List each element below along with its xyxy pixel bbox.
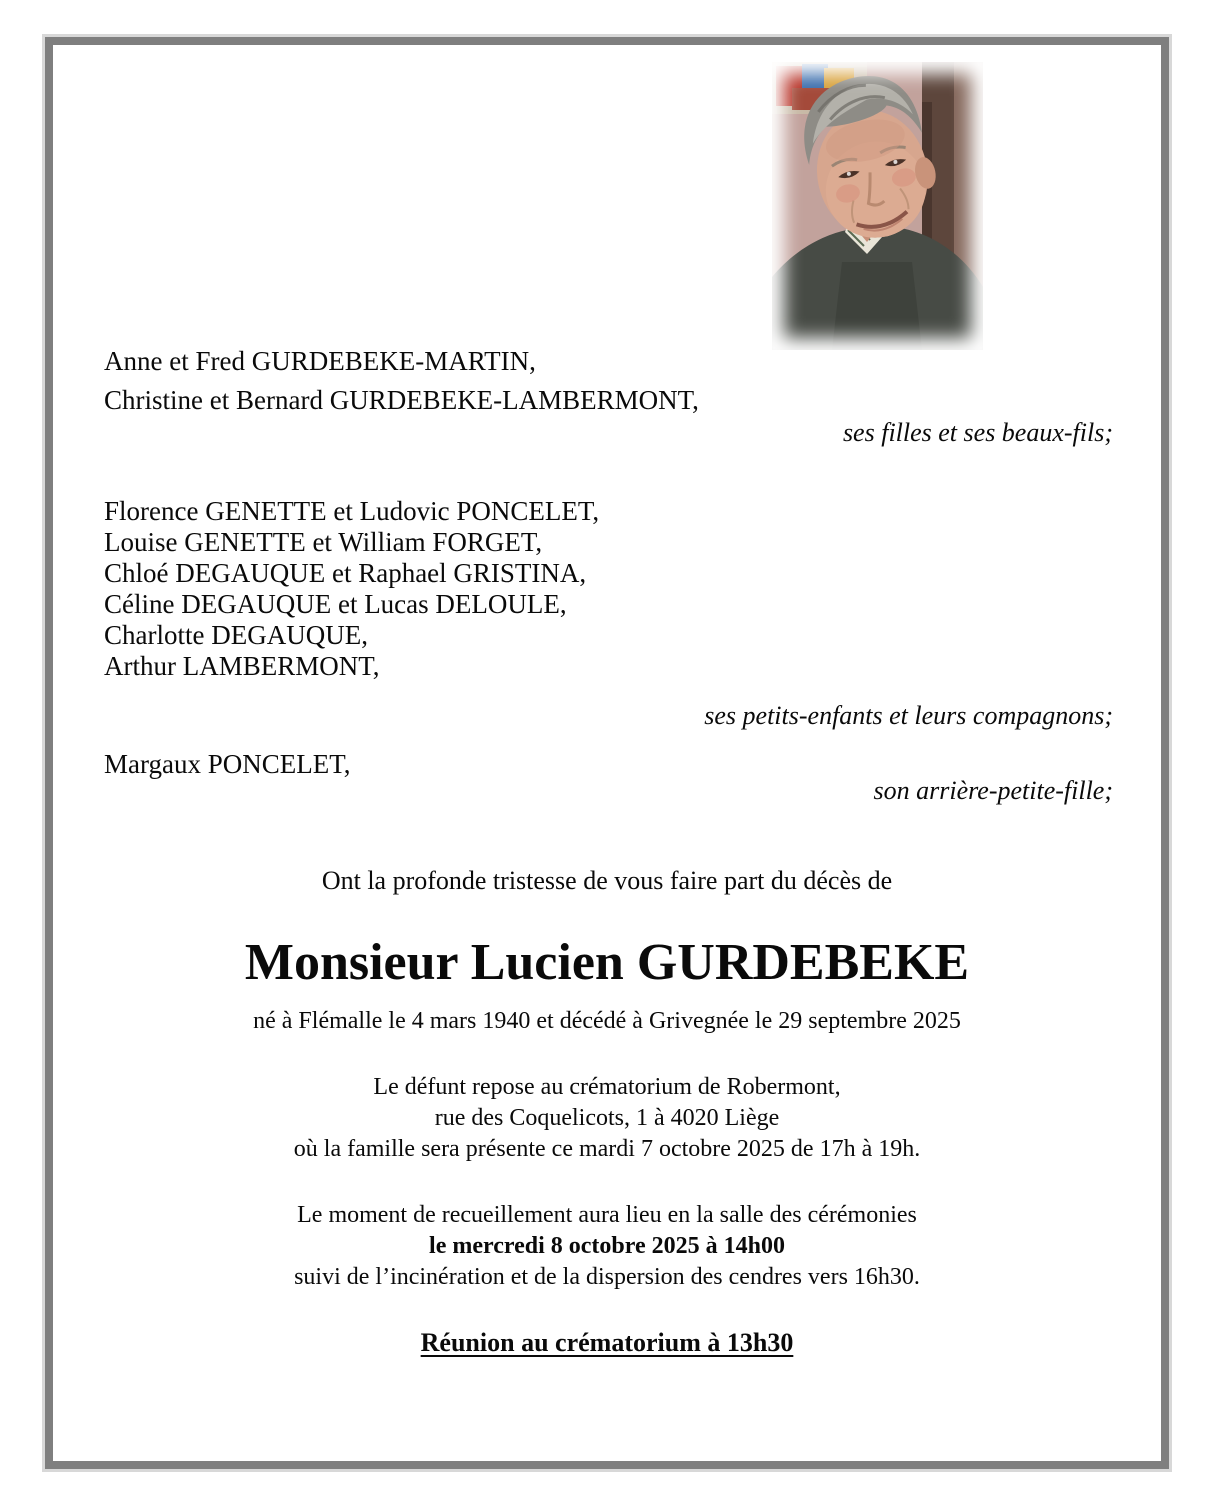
- daughters-caption: ses filles et ses beaux-fils;: [842, 418, 1113, 447]
- grandchild-line: Chloé DEGAUQUE et Raphael GRISTINA,: [104, 558, 587, 588]
- repose-line-3: où la famille sera présente ce mardi 7 octobre 2025 de 17h à 19h.: [293, 1136, 921, 1162]
- reunion-line: Réunion au crématorium à 13h30: [420, 1328, 794, 1357]
- repose-block: [0, 1072, 1214, 1165]
- great-grandchild-caption: son arrière-petite-fille;: [873, 776, 1113, 805]
- announcement-line: Ont la profonde tristesse de vous faire part du décès de: [321, 866, 893, 895]
- grandchild-line: Arthur LAMBERMONT,: [104, 651, 380, 681]
- daughter-line: Anne et Fred GURDEBEKE-MARTIN,: [104, 346, 536, 376]
- grandchild-line: Florence GENETTE et Ludovic PONCELET,: [104, 496, 600, 526]
- family-daughters-block: [104, 342, 699, 420]
- repose-line-2: rue des Coquelicots, 1 à 4020 Liège: [434, 1105, 780, 1131]
- repose-line-1: Le défunt repose au crématorium de Robermont,: [373, 1074, 841, 1100]
- deceased-portrait: [772, 62, 983, 350]
- ceremony-block: [0, 1200, 1214, 1293]
- portrait-illustration: [772, 62, 983, 350]
- daughter-line: Christine et Bernard GURDEBEKE-LAMBERMONT,: [104, 385, 699, 415]
- grandchild-line: Charlotte DEGAUQUE,: [104, 620, 368, 650]
- ceremony-line-3: suivi de l’incinération et de la dispersion des cendres vers 16h30.: [294, 1264, 920, 1290]
- deceased-name-title: Monsieur Lucien GURDEBEKE: [244, 934, 970, 991]
- ceremony-line-1: Le moment de recueillement aura lieu en la salle des cérémonies: [297, 1202, 917, 1228]
- grandchildren-block: [104, 496, 599, 682]
- birth-death-line: né à Flémalle le 4 mars 1940 et décédé à Grivegnée le 29 septembre 2025: [253, 1008, 961, 1034]
- grandchild-line: Louise GENETTE et William FORGET,: [104, 527, 543, 557]
- ceremony-date-line: le mercredi 8 octobre 2025 à 14h00: [429, 1233, 785, 1259]
- great-grandchild-line: Margaux PONCELET,: [104, 749, 351, 779]
- grandchild-line: Céline DEGAUQUE et Lucas DELOULE,: [104, 589, 567, 619]
- grandchildren-caption: ses petits-enfants et leurs compagnons;: [704, 701, 1113, 730]
